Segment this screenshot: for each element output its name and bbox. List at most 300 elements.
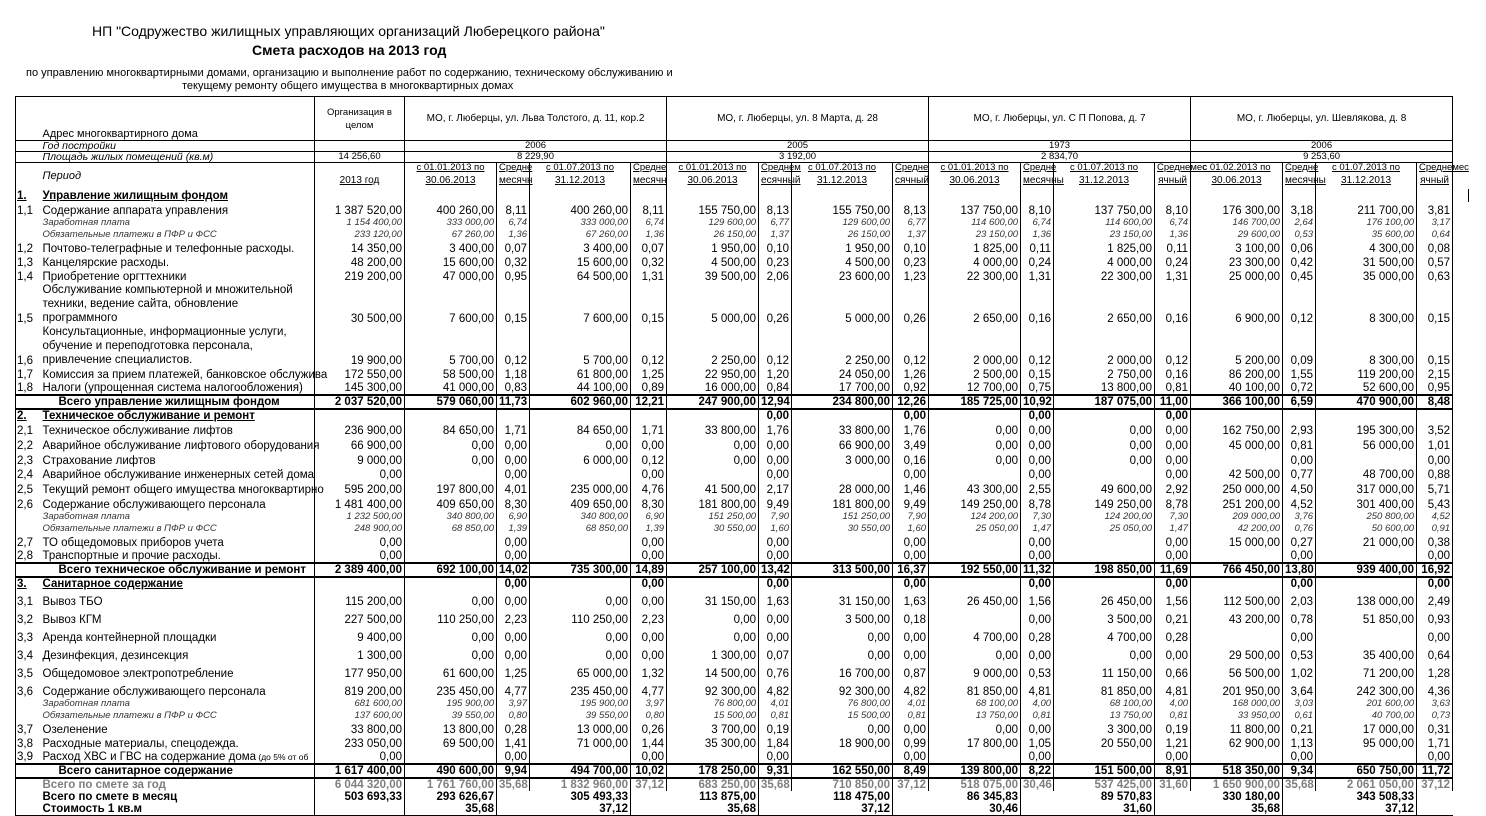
period-head: Среднемес (1417, 163, 1453, 174)
row-number: 3,6 (16, 680, 41, 698)
value-cell (1054, 409, 1155, 422)
value-cell: 1,76 (893, 422, 929, 437)
value-cell: 176 100,00 (1316, 217, 1417, 229)
row-label: Расходные материалы, спецодежда. (41, 736, 315, 750)
value-cell: 56 500,00 (1191, 662, 1283, 680)
value-cell: 185 725,00 (929, 395, 1021, 409)
value-cell: 0,91 (1417, 523, 1453, 535)
value-cell (1191, 626, 1283, 644)
period-head: Среднемес (1155, 163, 1191, 174)
value-cell (1191, 549, 1283, 563)
value-cell: 3 400,00 (530, 241, 631, 255)
value-cell (1283, 189, 1316, 202)
value-cell: 0,83 (497, 381, 530, 395)
period-head: с 01.01.2013 по (667, 163, 759, 174)
value-cell: 490 600,00 (405, 764, 497, 778)
value-cell: 52 600,00 (1316, 381, 1417, 395)
value-cell: 1,71 (631, 422, 667, 437)
value-cell: 0,64 (1417, 229, 1453, 241)
value-cell: 0,93 (1417, 608, 1453, 626)
value-cell: 0,15 (1021, 367, 1054, 381)
row-number: 3,5 (16, 662, 41, 680)
value-cell: 0,00 (1021, 467, 1054, 481)
value-cell: 227 500,00 (315, 608, 405, 626)
value-cell: 0,26 (893, 283, 929, 325)
area-label: Площадь жилых помещений (кв.м) (41, 152, 315, 163)
value-cell: 81 850,00 (1054, 680, 1155, 698)
value-cell: 84 650,00 (405, 422, 497, 437)
value-cell: 0,00 (530, 590, 631, 608)
value-cell: 113 875,00 (667, 791, 759, 803)
value-cell: 0,00 (315, 535, 405, 549)
row-number (16, 395, 41, 409)
value-cell (792, 549, 893, 563)
value-cell: 12,94 (759, 395, 792, 409)
value-cell: 15 600,00 (530, 255, 631, 269)
value-cell: 33 800,00 (315, 722, 405, 736)
value-cell: 0,00 (1155, 535, 1191, 549)
value-cell: 2 037 520,00 (315, 395, 405, 409)
value-cell: 1,46 (893, 481, 929, 496)
value-cell: 39 550,00 (530, 710, 631, 722)
value-cell: 0,38 (1417, 535, 1453, 549)
value-cell: 15 600,00 (405, 255, 497, 269)
value-cell: 219 200,00 (315, 269, 405, 283)
table-row (16, 283, 1469, 325)
value-cell: 22 300,00 (929, 269, 1021, 283)
value-cell: 66 900,00 (315, 437, 405, 452)
value-cell: 0,81 (1283, 437, 1316, 452)
value-cell: 9 000,00 (929, 662, 1021, 680)
value-cell (1155, 791, 1191, 803)
row-label: Аварийное обслуживание лифтового оборудования (41, 437, 315, 452)
value-cell: 0,00 (1155, 467, 1191, 481)
value-cell: 9,34 (1283, 764, 1316, 778)
value-cell: 313 500,00 (792, 563, 893, 577)
value-cell: 0,77 (1283, 467, 1316, 481)
value-cell: 4 700,00 (929, 626, 1021, 644)
value-cell: 67 260,00 (405, 229, 497, 241)
value-cell: 0,81 (1021, 710, 1054, 722)
value-cell: 0,31 (1417, 722, 1453, 736)
value-cell (315, 803, 405, 816)
value-cell: 0,06 (1283, 241, 1316, 255)
value-cell: 0,00 (759, 535, 792, 549)
value-cell (759, 803, 792, 816)
value-cell: 0,00 (631, 467, 667, 481)
value-cell (929, 750, 1021, 764)
table-row (16, 778, 1469, 791)
value-cell: 155 750,00 (792, 202, 893, 217)
period-head: 30.06.2013 (1191, 173, 1283, 189)
value-cell: 129 600,00 (667, 217, 759, 229)
row-number: 2,6 (16, 496, 41, 511)
value-cell: 68 100,00 (929, 698, 1021, 710)
value-cell: 305 493,33 (530, 791, 631, 803)
value-cell: 14 500,00 (667, 662, 759, 680)
value-cell: 0,63 (1417, 269, 1453, 283)
value-cell: 11,32 (1021, 563, 1054, 577)
value-cell: 195 300,00 (1316, 422, 1417, 437)
value-cell: 234 800,00 (792, 395, 893, 409)
value-cell: 1,23 (893, 269, 929, 283)
value-cell: 1 481 400,00 (315, 496, 405, 511)
value-cell (1054, 577, 1155, 590)
value-cell: 6,90 (497, 511, 530, 523)
value-cell: 35,68 (1283, 778, 1316, 791)
value-cell: 0,12 (759, 325, 792, 367)
value-cell: 181 800,00 (792, 496, 893, 511)
value-cell: 14,89 (631, 563, 667, 577)
value-cell: 0,00 (1155, 549, 1191, 563)
value-cell: 235 450,00 (530, 680, 631, 698)
value-cell: 8 300,00 (1316, 325, 1417, 367)
value-cell: 0,00 (631, 750, 667, 764)
value-cell: 9,94 (497, 764, 530, 778)
value-cell: 4,50 (1283, 481, 1316, 496)
value-cell: 0,00 (1283, 549, 1316, 563)
value-cell: 0,00 (893, 467, 929, 481)
value-cell: 0,10 (893, 241, 929, 255)
value-cell: 1,76 (759, 422, 792, 437)
value-cell: 8,10 (1021, 202, 1054, 217)
value-cell: 1,63 (759, 590, 792, 608)
period-head: ячный (1155, 173, 1191, 189)
value-cell: 44 100,00 (530, 381, 631, 395)
value-cell: 0,89 (631, 381, 667, 395)
value-cell: 0,12 (497, 325, 530, 367)
value-cell: 95 000,00 (1316, 736, 1417, 750)
row-label: Вывоз КГМ (41, 608, 315, 626)
value-cell: 1,36 (631, 229, 667, 241)
row-number: 2,1 (16, 422, 41, 437)
row-number: 3,8 (16, 736, 41, 750)
header-address-row (16, 97, 1469, 141)
value-cell (497, 189, 530, 202)
value-cell: 0,00 (497, 467, 530, 481)
value-cell: 0,00 (1021, 422, 1054, 437)
value-cell: 0,00 (1021, 722, 1054, 736)
value-cell: 6,74 (1021, 217, 1054, 229)
value-cell (315, 189, 405, 202)
org-period: 2013 год (315, 173, 405, 189)
value-cell: 0,64 (1417, 644, 1453, 662)
period-head: с 01.07.2013 по (1316, 163, 1417, 174)
value-cell: 7,90 (759, 511, 792, 523)
header-cell-num (16, 163, 41, 174)
table-row (16, 535, 1469, 549)
value-cell (530, 467, 631, 481)
value-cell: 0,12 (893, 325, 929, 367)
value-cell: 0,15 (1417, 283, 1453, 325)
value-cell: 0,00 (530, 626, 631, 644)
value-cell: 0,00 (1021, 644, 1054, 662)
value-cell: 0,21 (1283, 722, 1316, 736)
value-cell: 23 150,00 (1054, 229, 1155, 241)
value-cell: 0,00 (497, 750, 530, 764)
value-cell: 0,00 (631, 626, 667, 644)
value-cell: 25 000,00 (1191, 269, 1283, 283)
value-cell: 92 300,00 (667, 680, 759, 698)
value-cell: 39 550,00 (405, 710, 497, 722)
value-cell: 28 000,00 (792, 481, 893, 496)
value-cell: 8,22 (1021, 764, 1054, 778)
value-cell: 0,00 (1417, 577, 1453, 590)
value-cell: 0,87 (893, 662, 929, 680)
value-cell: 1,37 (893, 229, 929, 241)
value-cell: 35 000,00 (1316, 269, 1417, 283)
value-cell: 0,81 (1155, 710, 1191, 722)
value-cell (893, 791, 929, 803)
house-area: 3 192,00 (667, 152, 929, 163)
value-cell: 13,42 (759, 563, 792, 577)
value-cell: 4,81 (1155, 680, 1191, 698)
value-cell (792, 535, 893, 549)
value-cell (631, 803, 667, 816)
value-cell: 1,56 (1021, 590, 1054, 608)
row-label: Санитарное содержание (41, 577, 315, 590)
value-cell (667, 467, 759, 481)
value-cell: 33 950,00 (1191, 710, 1283, 722)
value-cell: 1,31 (1155, 269, 1191, 283)
value-cell: 3,76 (1283, 511, 1316, 523)
value-cell: 1,02 (1283, 662, 1316, 680)
table-row (16, 608, 1469, 626)
value-cell: 235 000,00 (530, 481, 631, 496)
document-title: Смета расходов на 2013 год (252, 42, 447, 58)
row-label: Заработная плата (41, 511, 315, 523)
value-cell: 0,21 (1155, 608, 1191, 626)
value-cell (1453, 189, 1469, 202)
value-cell: 1,56 (1155, 590, 1191, 608)
value-cell: 10,02 (631, 764, 667, 778)
value-cell: 0,26 (759, 283, 792, 325)
value-cell: 61 600,00 (405, 662, 497, 680)
value-cell: 4,36 (1417, 680, 1453, 698)
value-cell (1283, 409, 1316, 422)
value-cell (530, 409, 631, 422)
row-number: 1,2 (16, 241, 41, 255)
value-cell: 602 960,00 (530, 395, 631, 409)
sub-row (16, 217, 1469, 229)
row-label: Всего техническое обслуживание и ремонт (41, 563, 315, 577)
value-cell (631, 791, 667, 803)
sub-row (16, 698, 1469, 710)
value-cell: 68 850,00 (405, 523, 497, 535)
header-cell-num (16, 152, 41, 163)
value-cell: 114 600,00 (929, 217, 1021, 229)
value-cell: 6 000,00 (530, 452, 631, 467)
value-cell: 0,00 (667, 437, 759, 452)
value-cell: 137 750,00 (929, 202, 1021, 217)
value-cell: 197 800,00 (405, 481, 497, 496)
value-cell: 8,48 (1417, 395, 1453, 409)
value-cell: 7 600,00 (530, 283, 631, 325)
value-cell: 1,71 (1417, 736, 1453, 750)
value-cell: 0,00 (759, 409, 792, 422)
value-cell: 138 000,00 (1316, 590, 1417, 608)
value-cell: 6,74 (631, 217, 667, 229)
value-cell: 124 200,00 (1054, 511, 1155, 523)
value-cell: 137 750,00 (1054, 202, 1155, 217)
value-cell: 17 800,00 (929, 736, 1021, 750)
value-cell: 30,46 (929, 803, 1021, 816)
row-label: Консультационные, информационные услуги, обучение и переподготовка персонала, привлечение специалистов. (41, 325, 315, 367)
row-label: Почтово-телеграфные и телефонные расходы. (41, 241, 315, 255)
value-cell: 1,31 (631, 269, 667, 283)
header-cell-num (16, 141, 41, 152)
value-cell: 0,66 (1155, 662, 1191, 680)
value-cell: 172 550,00 (315, 367, 405, 381)
period-head: 30.06.2013 (405, 173, 497, 189)
value-cell (1316, 626, 1417, 644)
value-cell: 11 800,00 (1191, 722, 1283, 736)
row-label: Общедомовое электропотребление (41, 662, 315, 680)
value-cell (530, 549, 631, 563)
value-cell: 23 150,00 (929, 229, 1021, 241)
value-cell: 0,00 (792, 626, 893, 644)
value-cell: 149 250,00 (1054, 496, 1155, 511)
value-cell: 1 387 520,00 (315, 202, 405, 217)
value-cell: 62 900,00 (1191, 736, 1283, 750)
period-head: 31.12.2013 (1054, 173, 1155, 189)
value-cell: 0,00 (497, 590, 530, 608)
period-head: Средне (1283, 163, 1316, 174)
value-cell: 0,00 (893, 535, 929, 549)
house-year: 1973 (929, 141, 1191, 152)
value-cell: 0,00 (1417, 626, 1453, 644)
value-cell: 1,60 (759, 523, 792, 535)
value-cell (792, 409, 893, 422)
value-cell: 29 500,00 (1191, 644, 1283, 662)
value-cell (315, 409, 405, 422)
value-cell: 37,12 (631, 778, 667, 791)
value-cell: 0,00 (315, 467, 405, 481)
table-row (16, 644, 1469, 662)
value-cell: 13 800,00 (1054, 381, 1155, 395)
value-cell: 0,00 (631, 535, 667, 549)
value-cell: 65 000,00 (530, 662, 631, 680)
value-cell: 0,00 (667, 452, 759, 467)
value-cell: 0,16 (1021, 283, 1054, 325)
value-cell: 8,11 (631, 202, 667, 217)
value-cell: 4 500,00 (667, 255, 759, 269)
row-label: Обязательные платежи в ПФР и ФСС (41, 523, 315, 535)
period-head: сячный (893, 173, 929, 189)
row-label: Управление жилищным фондом (41, 189, 315, 202)
value-cell: 195 900,00 (405, 698, 497, 710)
value-cell: 17 000,00 (1316, 722, 1417, 736)
value-cell: 31,60 (1054, 803, 1155, 816)
value-cell: 35,68 (759, 778, 792, 791)
value-cell: 40 700,00 (1316, 710, 1417, 722)
row-number (16, 511, 41, 523)
row-number: 1,4 (16, 269, 41, 283)
value-cell: 819 200,00 (315, 680, 405, 698)
value-cell: 86 200,00 (1191, 367, 1283, 381)
value-cell: 1,39 (497, 523, 530, 535)
table-row (16, 437, 1469, 452)
house-year: 2006 (1191, 141, 1453, 152)
value-cell: 0,00 (1155, 422, 1191, 437)
value-cell: 0,53 (1283, 644, 1316, 662)
value-cell: 155 750,00 (667, 202, 759, 217)
value-cell: 24 050,00 (792, 367, 893, 381)
value-cell: 1,47 (1155, 523, 1191, 535)
house-year: 2006 (405, 141, 667, 152)
value-cell: 48 200,00 (315, 255, 405, 269)
row-number (16, 217, 41, 229)
value-cell (667, 577, 759, 590)
value-cell: 2,92 (1155, 481, 1191, 496)
value-cell: 0,00 (893, 577, 929, 590)
year-label: Год постройки (41, 141, 315, 152)
table-row (16, 549, 1469, 563)
value-cell: 0,00 (1283, 750, 1316, 764)
row-number: 1,5 (16, 283, 41, 325)
row-number (16, 698, 41, 710)
value-cell: 30 550,00 (667, 523, 759, 535)
value-cell: 0,00 (759, 750, 792, 764)
value-cell: 25 050,00 (929, 523, 1021, 535)
value-cell (405, 750, 497, 764)
value-cell: 0,92 (893, 381, 929, 395)
value-cell: 8,78 (1155, 496, 1191, 511)
value-cell: 40 100,00 (1191, 381, 1283, 395)
value-cell: 0,53 (1283, 229, 1316, 241)
value-cell: 76 800,00 (667, 698, 759, 710)
period-head: Средне (893, 163, 929, 174)
value-cell: 0,00 (759, 549, 792, 563)
value-cell: 1,37 (759, 229, 792, 241)
value-cell (929, 189, 1021, 202)
value-cell: 1 232 500,00 (315, 511, 405, 523)
table-row (16, 367, 1469, 381)
value-cell: 30 500,00 (315, 283, 405, 325)
value-cell: 0,00 (497, 437, 530, 452)
row-number: 2,8 (16, 549, 41, 563)
value-cell: 343 508,33 (1316, 791, 1417, 803)
row-number: 2,2 (16, 437, 41, 452)
table-row (16, 680, 1469, 698)
value-cell: 1,36 (497, 229, 530, 241)
value-cell (792, 577, 893, 590)
value-cell: 201 600,00 (1316, 698, 1417, 710)
value-cell (1021, 791, 1054, 803)
period-head: 31.12.2013 (530, 173, 631, 189)
value-cell: 0,00 (1021, 750, 1054, 764)
value-cell: 56 000,00 (1316, 437, 1417, 452)
value-cell: 22 950,00 (667, 367, 759, 381)
row-number (16, 563, 41, 577)
value-cell: 4,01 (759, 698, 792, 710)
value-cell: 1,47 (1021, 523, 1054, 535)
value-cell: 1 950,00 (792, 241, 893, 255)
table-row (16, 241, 1469, 255)
row-label: Комиссия за прием платежей, банковское обслужива (42, 369, 328, 381)
value-cell: 0,00 (405, 644, 497, 662)
value-cell: 0,84 (759, 381, 792, 395)
row-number: 3,9 (16, 750, 41, 764)
value-cell: 0,00 (929, 452, 1021, 467)
value-cell (792, 189, 893, 202)
value-cell: 35,68 (497, 778, 530, 791)
value-cell: 2,06 (759, 269, 792, 283)
section-row (16, 577, 1469, 590)
value-cell: 1,41 (497, 736, 530, 750)
value-cell: 0,53 (1021, 662, 1054, 680)
value-cell: 0,23 (759, 255, 792, 269)
